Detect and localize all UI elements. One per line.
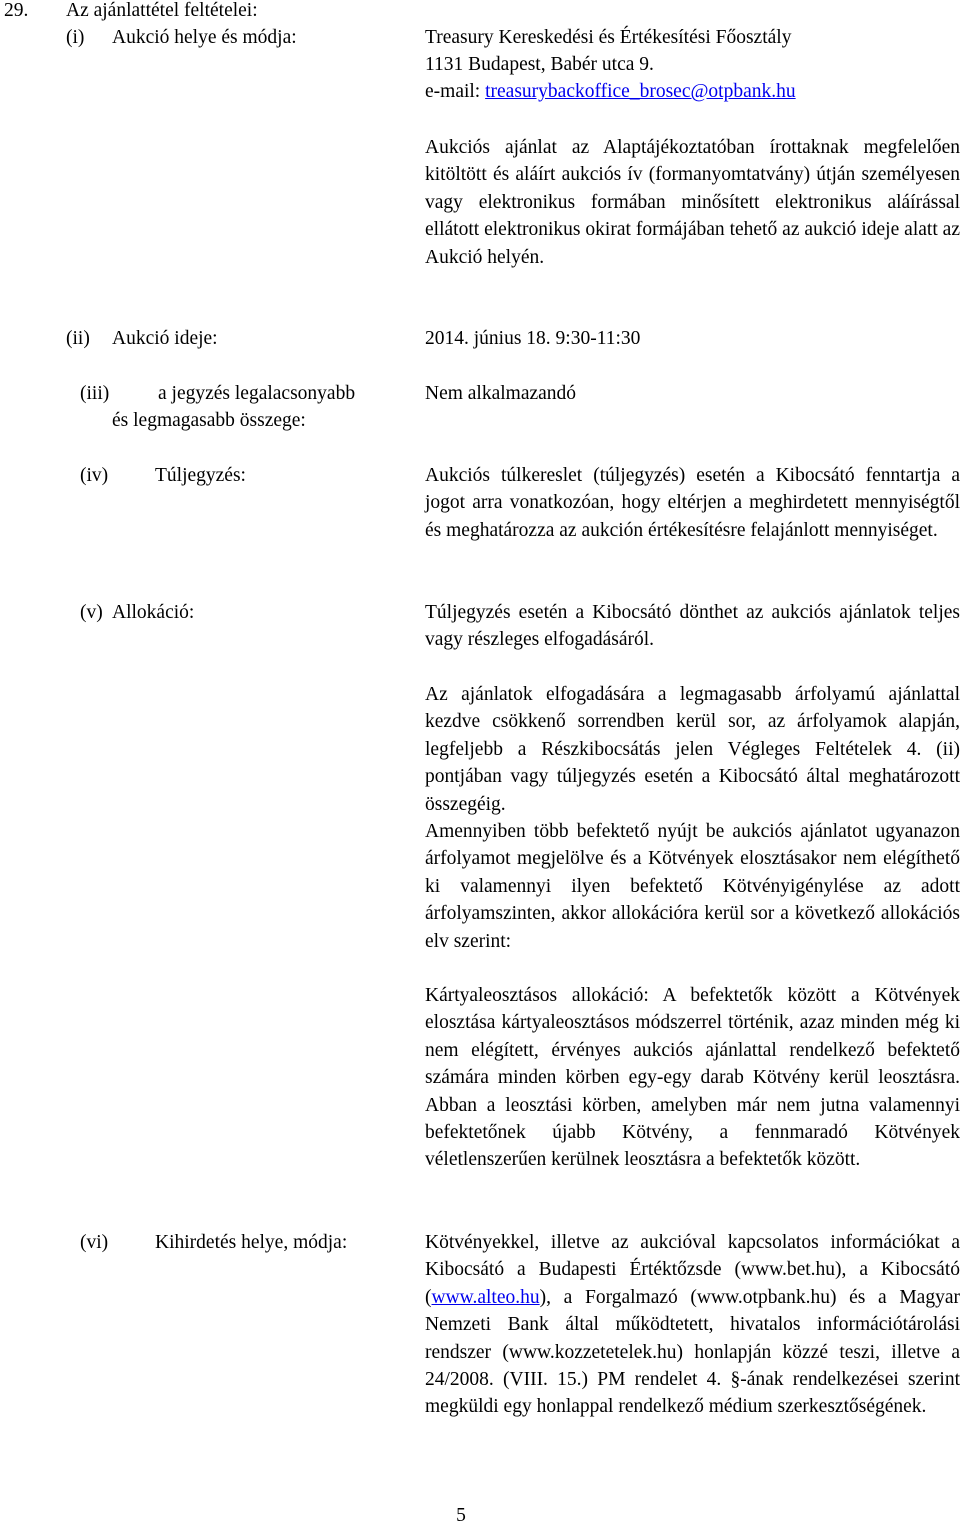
item-ii-name: Aukció ideje: <box>112 328 218 349</box>
item-v-name: Allokáció: <box>112 602 195 623</box>
item-v-label: (v) <box>80 602 103 623</box>
section-title: Az ajánlattétel feltételei: <box>66 0 258 21</box>
item-iv-label: (iv) <box>80 465 109 486</box>
item-v-paragraph-1: Túljegyzés esetén a Kibocsátó dönthet az aukciós ajánlatok teljes vagy részleges elfogadásáról. <box>425 602 960 651</box>
item-v-paragraph-2: Az ajánlatok elfogadására a legmagasabb árfolyamú ajánlattal kezdve csökkenő sorrendben kerül sor, az árfolyamok alapján, legfeljebb a Részkibocsátás jelen Végleges Feltételek 4. (ii) pontjában vagy túljegyzés esetén a Kibocsátó által meghatározott összegéig. <box>425 684 960 815</box>
item-v-p1-block <box>425 599 960 654</box>
item-iv-value-block <box>425 462 960 544</box>
item-iii-label: (iii) <box>80 383 110 404</box>
email-link[interactable]: treasurybackoffice_brosec@otpbank.hu <box>485 81 796 102</box>
item-i-address-line1: Treasury Kereskedési és Értékesítési Főosztály <box>425 27 792 48</box>
item-v-p3-block <box>425 818 960 955</box>
item-vi-value-part1: Kötvényekkel, illetve az aukcióval kapcsolatos információkat a Kibocsátó a Budapesti Értéktőzsde (www.bet.hu), a Kibocsátó ( <box>425 1232 960 1308</box>
item-ii-value: 2014. június 18. 9:30-11:30 <box>425 328 641 349</box>
item-iv-value: Aukciós túlkereslet (túljegyzés) esetén a Kibocsátó fenntartja a jogot arra vonatkozóan, hogy eltérjen a meghirdetett mennyiségtől és meghatározza az aukción értékesítésre felajánlott mennyiséget. <box>425 465 960 541</box>
item-iii-name-line2: és legmagasabb összege: <box>112 410 306 431</box>
item-vi-value-block <box>425 1229 960 1421</box>
item-iv-name: Túljegyzés: <box>155 465 246 486</box>
email-prefix: e-mail: <box>425 81 486 102</box>
section-number: 29. <box>4 0 29 21</box>
item-v-paragraph-3: Amennyiben több befektető nyújt be aukciós ajánlatot ugyanazon árfolyamot megjelölve és a Kötvények elosztásakor nem elégíthető ki valamennyi ilyen befektető Kötvényigénylése az adott árfolyamszinten, akkor allokációra kerül sor a következő allokációs elv szerint: <box>425 821 960 952</box>
item-vi-name: Kihirdetés helye, módja: <box>155 1232 348 1253</box>
alteo-link[interactable]: www.alteo.hu <box>431 1286 540 1308</box>
item-iii-value: Nem alkalmazandó <box>425 383 577 404</box>
item-i-label: (i) <box>66 27 85 48</box>
item-i-description: Aukciós ajánlat az Alaptájékoztatóban írottaknak megfelelően kitöltött és aláírt aukciós ív (formanyomtatvány) útján személyesen vagy elektronikus formában minősített elektronikus aláírással ellátott elektronikus okirat formájában tehető az aukció ideje alatt az Aukció helyén. <box>425 137 960 268</box>
item-i-email-line <box>425 78 796 105</box>
item-vi-value <box>425 1229 960 1421</box>
item-iii-name-line1: a jegyzés legalacsonyabb <box>158 383 356 404</box>
item-vi-value-part2: ), a Forgalmazó (www.otpbank.hu) és a Magyar Nemzeti Bank által működtetett, hivatalos információtárolási rendszer (www.kozzetetelek.hu) honlapján közzé teszi, illetve a 24/2008. (VIII. 15.) PM rendelet 4. §-ának rendelkezései szerint megküldi egy honlappal rendelkező médium szerkesztőségének. <box>425 1286 960 1418</box>
item-v-paragraph-4: Kártyaleosztásos allokáció: A befektetők között a Kötvények elosztása kártyaleosztásos módszerrel történik, azaz minden még ki nem elégített, érvényes aukciós ajánlattal rendelkező befektető számára minden körben egy-egy darab Kötvény kerül leosztásra. Abban a leosztási körben, amelyben már nem jutna valamennyi befektetőnek újabb Kötvény, a fennmaradó Kötvények véletlenszerűen kerülnek leosztásra a befektetők között. <box>425 985 960 1171</box>
item-i-description-block <box>425 134 960 271</box>
item-i-name: Aukció helye és módja: <box>112 27 297 48</box>
item-i-address-line2: 1131 Budapest, Babér utca 9. <box>425 54 654 75</box>
item-ii-label: (ii) <box>66 328 90 349</box>
item-v-p4-block <box>425 982 960 1174</box>
item-vi-label: (vi) <box>80 1232 109 1253</box>
item-v-p2-block <box>425 681 960 818</box>
page-number: 5 <box>456 1505 466 1526</box>
